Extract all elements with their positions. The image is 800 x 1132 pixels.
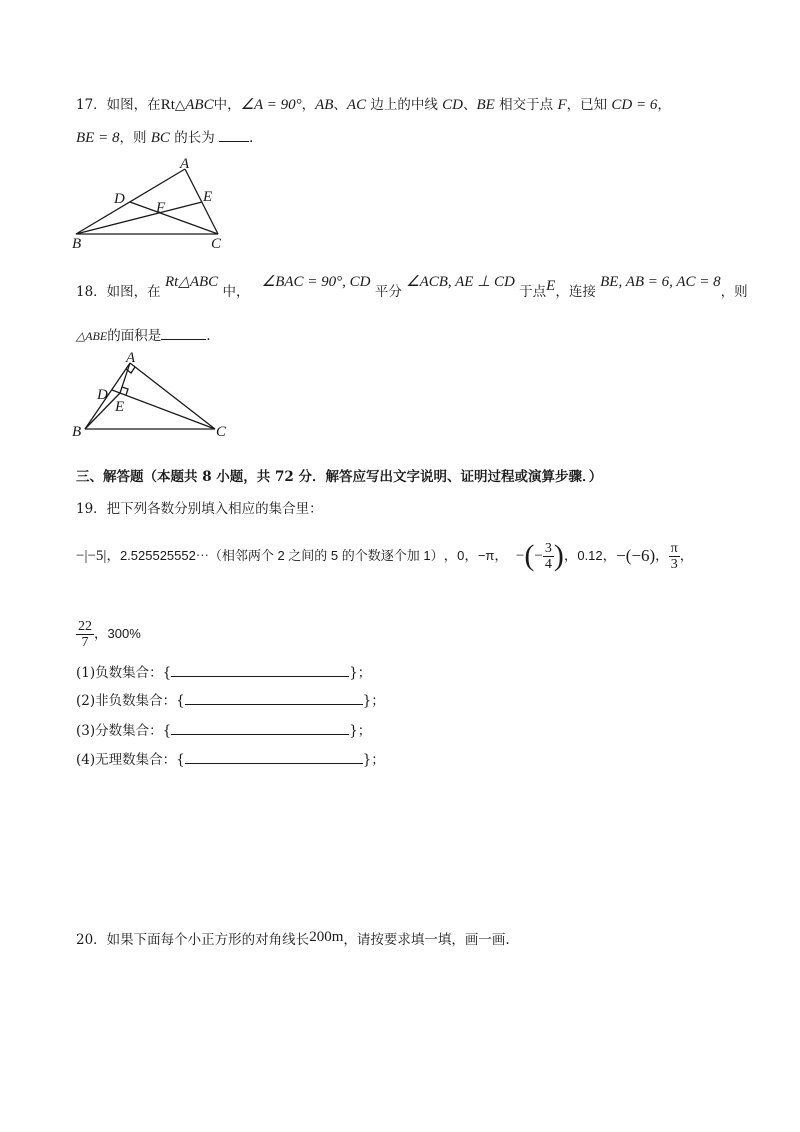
answer-blank xyxy=(171,722,349,735)
label-d: D xyxy=(97,387,108,403)
answer-blank xyxy=(185,751,363,764)
answer-blank xyxy=(219,129,249,142)
label-e: E xyxy=(115,399,125,415)
label-d: D xyxy=(114,191,125,207)
answer-blank xyxy=(161,327,206,340)
number-1: −|−5| xyxy=(76,548,107,564)
number-8: $\frac{\pi}{3}$ xyxy=(670,540,678,572)
q17-line2: BE = 8，则 BC 的长为 . xyxy=(76,130,254,146)
set-nonnegative: (2)非负数集合：{ }； xyxy=(76,693,385,709)
q20-text: 20．如果下面每个小正方形的对角线长200m，请按要求填一填，画一画. xyxy=(76,929,510,948)
answer-blank xyxy=(185,692,363,705)
section-title: 三、解答题（本题共 8 小题，共 72 分．解答应写出文字说明、证明过程或演算步骤．） xyxy=(76,469,603,485)
label-a: A xyxy=(126,350,136,366)
q18-line2: △ABE的面积是 . xyxy=(76,328,211,344)
label-c: C xyxy=(216,424,227,440)
q19-numbers-line1: −|−5| ， 2.525525552⋯（相邻两个 2 之间的 5 的个数逐个加 1） ， 0 ， −π ， − ( − $\frac{3}{4}$ ) ， 0.12 ， −(−6) ， $\frac{\pi}{3}$ ， xyxy=(76,539,694,572)
number-6: 0.12 xyxy=(577,548,603,563)
set-negative: (1)负数集合：{ }； xyxy=(76,665,372,681)
number-9: $\frac{22}{7}$ xyxy=(78,618,92,650)
label-e: E xyxy=(203,189,213,205)
q18-line1: 18．如图，在 Rt△ABC 中， ∠BAC = 90°, CD 平分 ∠ACB, AE ⊥ CD 于点E，连接 BE, AB = 6, AC = 8，则 xyxy=(76,274,748,300)
q17-figure xyxy=(68,155,268,250)
label-c: C xyxy=(211,236,222,250)
q17-line1: 17．如图，在Rt△ABC中，∠A = 90°，AB、AC 边上的中线 CD、BE 相交于点 F，已知 CD = 6， xyxy=(76,97,671,113)
label-b: B xyxy=(72,424,82,440)
answer-blank xyxy=(171,664,349,677)
q19-intro: 19．把下列各数分别填入相应的集合里： xyxy=(76,501,323,517)
label-b: B xyxy=(72,236,82,250)
set-fraction: (3)分数集合：{ }； xyxy=(76,723,372,739)
number-10: 300% xyxy=(107,626,141,641)
side-ac xyxy=(130,363,215,429)
number-4: −π xyxy=(477,548,495,563)
number-3: 0 xyxy=(457,548,465,563)
set-irrational: (4)无理数集合：{ }； xyxy=(76,752,385,768)
q18-figure xyxy=(68,348,248,443)
label-f: F xyxy=(156,200,166,216)
number-7: −(−6) xyxy=(616,546,656,565)
number-2: 2.525525552⋯（相邻两个 2 之间的 5 的个数逐个加 1） xyxy=(119,548,444,563)
median-be xyxy=(76,202,202,234)
number-5: − ( − $\frac{3}{4}$ ) xyxy=(515,539,564,572)
bisector-cd xyxy=(112,390,215,429)
q19-numbers-line2: $\frac{22}{7}$ ， 300% xyxy=(78,618,141,650)
label-a: A xyxy=(180,156,190,172)
